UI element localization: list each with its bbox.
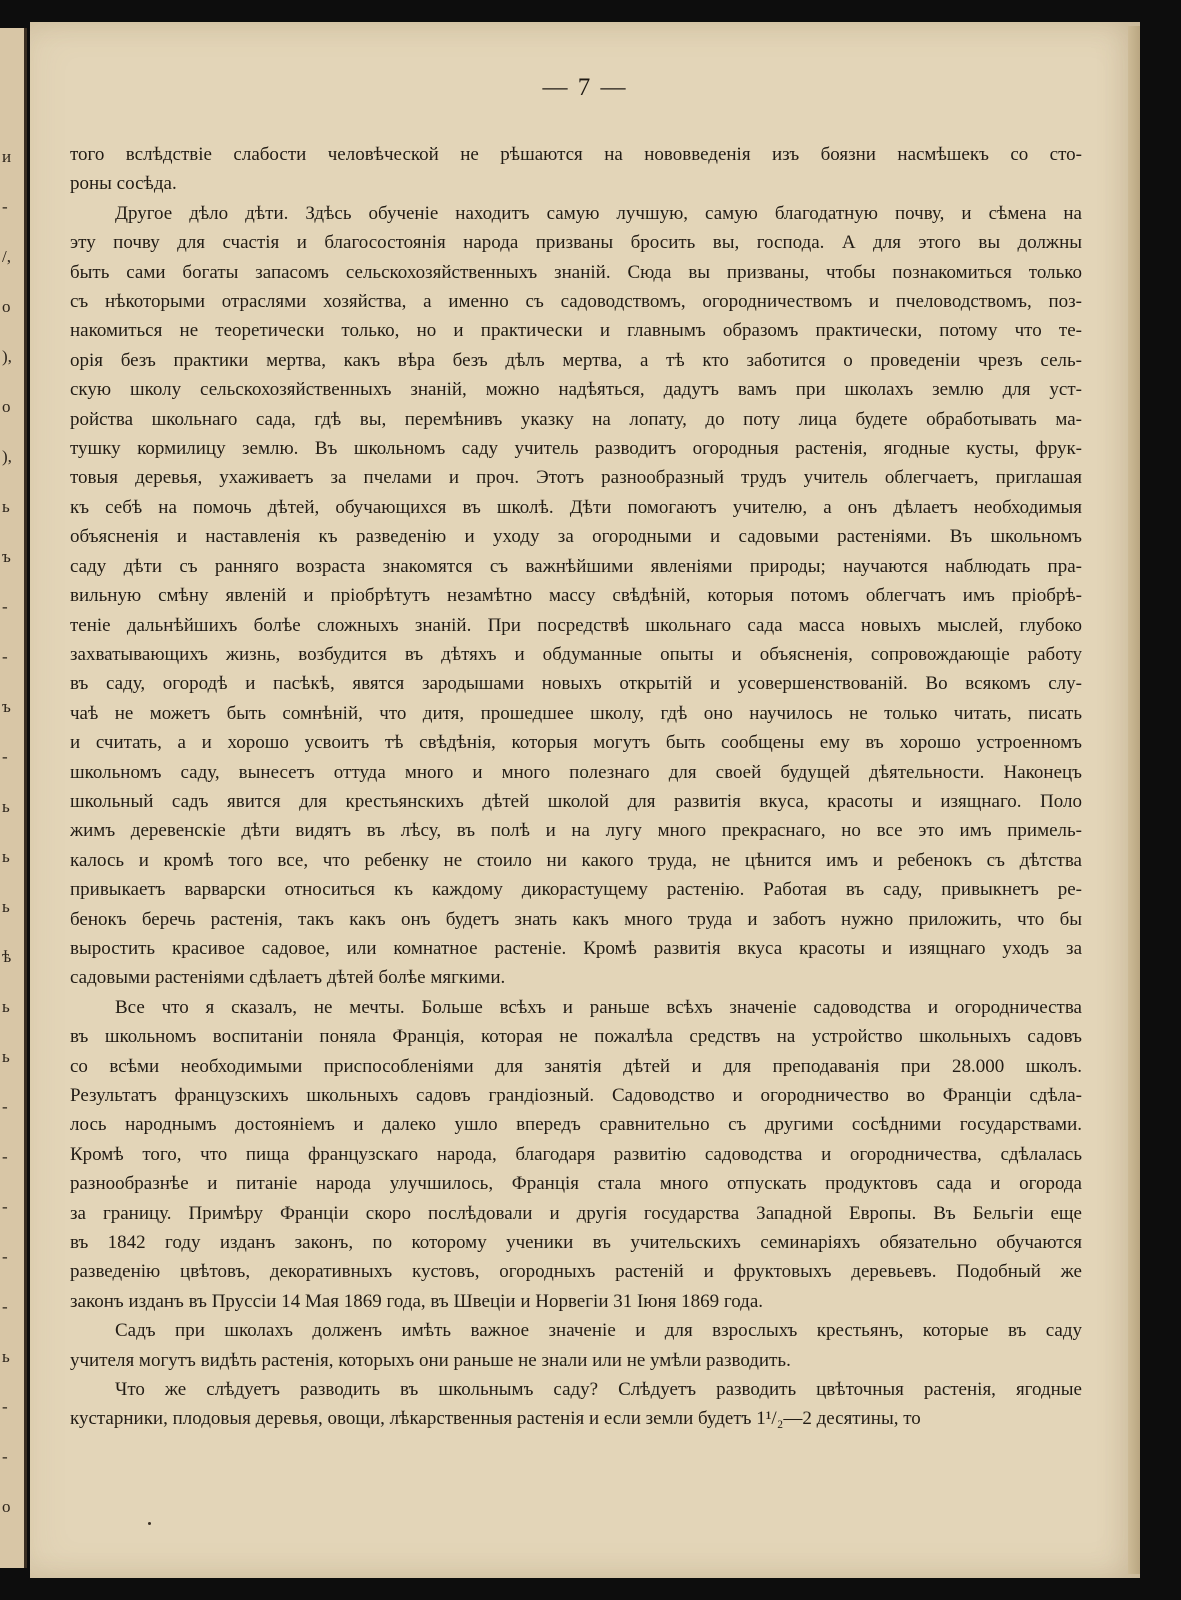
facing-page-char: ь bbox=[2, 797, 10, 816]
facing-page-char: ), bbox=[2, 347, 12, 366]
facing-page-char: ѣ bbox=[2, 947, 12, 966]
previous-page-edge bbox=[0, 28, 27, 1568]
text-line: привыкаетъ варварски относиться къ каждому дикорастущему растенію. Работая въ саду, привыкнетъ ре- bbox=[70, 879, 1082, 901]
paragraph bbox=[70, 993, 1082, 1316]
facing-page-char: ь bbox=[2, 897, 10, 916]
text-line: въ школьномъ воспитаніи поняла Франція, которая не пожалѣла средствъ на устройство школьныхъ садовъ bbox=[70, 1026, 1082, 1048]
facing-page-char: ь bbox=[2, 497, 10, 516]
book-page bbox=[30, 22, 1140, 1578]
facing-page-char: о bbox=[2, 297, 11, 316]
page-right-edge bbox=[1128, 26, 1140, 1574]
facing-page-char: - bbox=[2, 197, 8, 216]
text-line: разведенію цвѣтовъ, декоративныхъ кустовъ, огородныхъ растеній и фруктовыхъ деревьевъ. Подобный же bbox=[70, 1261, 1082, 1283]
text-line: скую школу сельскохозяйственныхъ знаній, можно надѣяться, дадутъ вамъ при школахъ землю для уст- bbox=[70, 379, 1082, 401]
text-line: накомиться не теоретически только, но и практически и главнымъ образомъ практически, потому что те- bbox=[70, 320, 1082, 342]
text-line: за границу. Примѣру Франціи скоро послѣдовали и другія государства Западной Европы. Въ Бельгіи еще bbox=[70, 1202, 1082, 1224]
text-line: Садъ при школахъ долженъ имѣть важное значеніе и для взрослыхъ крестьянъ, которые въ саду bbox=[115, 1320, 1082, 1342]
text-line: Другое дѣло дѣти. Здѣсь обученіе находитъ самую лучшую, самую благодатную почву, и сѣмена на bbox=[115, 202, 1082, 224]
text-line: того вслѣдствіе слабости человѣческой не рѣшаются на нововведенія изъ боязни насмѣшекъ со сто- bbox=[70, 144, 1082, 165]
text-line: садовыми растеніями сдѣлаетъ дѣтей болѣе мягкими. bbox=[70, 967, 506, 989]
facing-page-char: - bbox=[2, 1197, 8, 1216]
text-line: тушку кормилицу землю. Въ школьномъ саду учитель разводитъ огородныя растенія, ягодные кусты, фрук- bbox=[70, 438, 1082, 460]
body-text bbox=[70, 140, 1082, 1434]
text-line: Все что я сказалъ, не мечты. Больше всѣхъ и раньше всѣхъ значеніе садоводства и огородничества bbox=[115, 996, 1082, 1018]
text-line: кустарники, плодовыя деревья, овощи, лѣкарственныя растенія и если земли будетъ 1¹/₂—2 десятины, то bbox=[70, 1408, 921, 1430]
text-line: учителя могутъ видѣть растенія, которыхъ они раньше не знали или не умѣли разводить. bbox=[70, 1349, 791, 1371]
text-line: Что же слѣдуетъ разводить въ школьнымъ саду? Слѣдуетъ разводить цвѣточныя растенія, ягодные bbox=[115, 1379, 1082, 1401]
facing-page-char: - bbox=[2, 1297, 8, 1316]
text-line: разнообразнѣе и питаніе народа улучшилось, Франція стала много отпускать продуктовъ сада и огорода bbox=[70, 1173, 1082, 1195]
facing-page-char: - bbox=[2, 1447, 8, 1466]
facing-page-char: ъ bbox=[2, 697, 11, 716]
text-line: школьномъ саду, вынесетъ оттуда много и много полезнаго для своей будущей дѣятельности. Наконецъ bbox=[70, 761, 1082, 783]
paragraph bbox=[70, 199, 1082, 993]
text-line: законъ изданъ въ Пруссіи 14 Мая 1869 года, въ Швеціи и Норвегіи 31 Іюня 1869 года. bbox=[70, 1290, 764, 1312]
facing-page-char: - bbox=[2, 597, 8, 616]
text-line: товыя деревья, ухаживаетъ за пчелами и проч. Этотъ разнообразный трудъ учитель облегчаетъ, приглашая bbox=[70, 467, 1082, 489]
text-line: эту почву для счастія и благосостоянія народа призваны бросить вы, господа. А для этого вы должны bbox=[70, 232, 1082, 254]
text-line: Кромѣ того, что пища французскаго народа, благодаря развитію садоводства и огородничества, сдѣлалась bbox=[70, 1143, 1082, 1165]
page-number: — 7 — bbox=[542, 74, 628, 101]
text-line: бенокъ беречь растенія, такъ какъ онъ будетъ знать какъ много труда и заботъ нужно приложить, что бы bbox=[70, 908, 1082, 930]
text-line: ройства школьнаго сада, гдѣ вы, перемѣнивъ указку на лопату, до поту лица будете обработывать ма- bbox=[70, 408, 1082, 430]
text-line: роны сосѣда. bbox=[70, 173, 177, 195]
paragraph bbox=[70, 1316, 1082, 1375]
text-line: въ саду, огородѣ и пасѣкѣ, явятся зародышами новыхъ открытій и усовершенствованій. Во всякомъ слу- bbox=[70, 673, 1082, 695]
facing-page-char: ъ bbox=[2, 547, 11, 566]
facing-page-char: /, bbox=[2, 247, 11, 266]
text-line: въ 1842 году изданъ законъ, по которому ученики въ учительскихъ семинаріяхъ обязательно обучаются bbox=[70, 1232, 1082, 1254]
text-line: лось народнымъ достояніемъ и далеко ушло впередъ сравнительно съ другими сосѣдними государствами. bbox=[70, 1114, 1082, 1136]
facing-page-char: ь bbox=[2, 1347, 10, 1366]
text-line: съ нѣкоторыми отраслями хозяйства, а именно съ садоводствомъ, огородничествомъ и пчеловодствомъ, поз- bbox=[70, 291, 1082, 313]
text-line: теніе дальнѣйшихъ болѣе сложныхъ знаній. При посредствѣ школьнаго сада масса новыхъ мыслей, глубоко bbox=[70, 614, 1082, 636]
text-line: чаѣ не можетъ быть сомнѣній, что дитя, прошедшее школу, гдѣ оно научилось не только читать, писать bbox=[70, 702, 1082, 724]
text-line: объясненія и наставленія къ разведенію и уходу за огородными и садовыми растеніями. Въ школьномъ bbox=[70, 526, 1082, 548]
facing-page-char: о bbox=[2, 397, 11, 416]
text-line: орія безъ практики мертва, какъ вѣра безъ дѣлъ мертва, а тѣ кто заботится о проведеніи чрезъ сель- bbox=[70, 349, 1082, 371]
facing-page-char: - bbox=[2, 1247, 8, 1266]
facing-page-char: и bbox=[2, 147, 12, 166]
facing-page-char: ), bbox=[2, 447, 12, 466]
text-line: быть сами богаты запасомъ сельскохозяйственныхъ знаній. Сюда вы призваны, чтобы познакомиться только bbox=[70, 261, 1082, 283]
facing-page-char: ь bbox=[2, 997, 10, 1016]
text-line: Результатъ французскихъ школьныхъ садовъ грандіозный. Садоводство и огородничество во Франціи сдѣла- bbox=[70, 1085, 1082, 1106]
text-line: саду дѣти съ ранняго возраста знакомятся съ важнѣйшими явленіями природы; научаются наблюдать пра- bbox=[70, 555, 1082, 577]
text-line: со всѣми необходимыми приспособленіями для занятія дѣтей и для преподаванія при 28.000 школъ. bbox=[70, 1055, 1082, 1077]
paragraph bbox=[70, 1375, 1082, 1434]
facing-page-char: ь bbox=[2, 847, 10, 866]
text-line: жимъ деревенскіе дѣти видятъ въ лѣсу, въ полѣ и на лугу много прекраснаго, но все это имъ примель- bbox=[70, 820, 1082, 842]
facing-page-char: - bbox=[2, 747, 8, 766]
text-line: выростить красивое садовое, или комнатное растеніе. Кромѣ развитія вкуса красоты и изящнаго уходъ за bbox=[70, 937, 1082, 959]
facing-page-char: - bbox=[2, 647, 8, 666]
paragraph bbox=[70, 140, 1082, 199]
text-line: къ себѣ на помочь дѣтей, обучающихся въ школѣ. Дѣти помогаютъ учителю, а онъ дѣлаетъ необходимыя bbox=[70, 496, 1082, 518]
facing-page-char: - bbox=[2, 1147, 8, 1166]
text-line: захватывающихъ жизнь, возбудится въ дѣтяхъ и обдуманные опыты и объясненія, сопровождающіе работу bbox=[70, 643, 1082, 665]
facing-page-char: ь bbox=[2, 1047, 10, 1066]
facing-page-char: о bbox=[2, 1497, 11, 1516]
text-line: вильную смѣну явленій и пріобрѣтутъ незамѣтно массу свѣдѣній, которыя потомъ облегчатъ имъ пріобрѣ- bbox=[70, 585, 1082, 607]
facing-page-char: - bbox=[2, 1097, 8, 1116]
text-line: школьный садъ явится для крестьянскихъ дѣтей школой для развитія вкуса, красоты и изящнаго. Поло bbox=[70, 790, 1082, 812]
ink-speck bbox=[148, 1522, 151, 1525]
text-line: калось и кромѣ того все, что ребенку не стоило ни какого труда, не цѣнится имъ и ребенокъ съ дѣтства bbox=[70, 849, 1082, 871]
facing-page-char: - bbox=[2, 1397, 8, 1416]
text-line: и считать, а и хорошо усвоитъ тѣ свѣдѣнія, которыя могутъ быть сообщены ему въ хорошо устроенномъ bbox=[70, 732, 1082, 754]
